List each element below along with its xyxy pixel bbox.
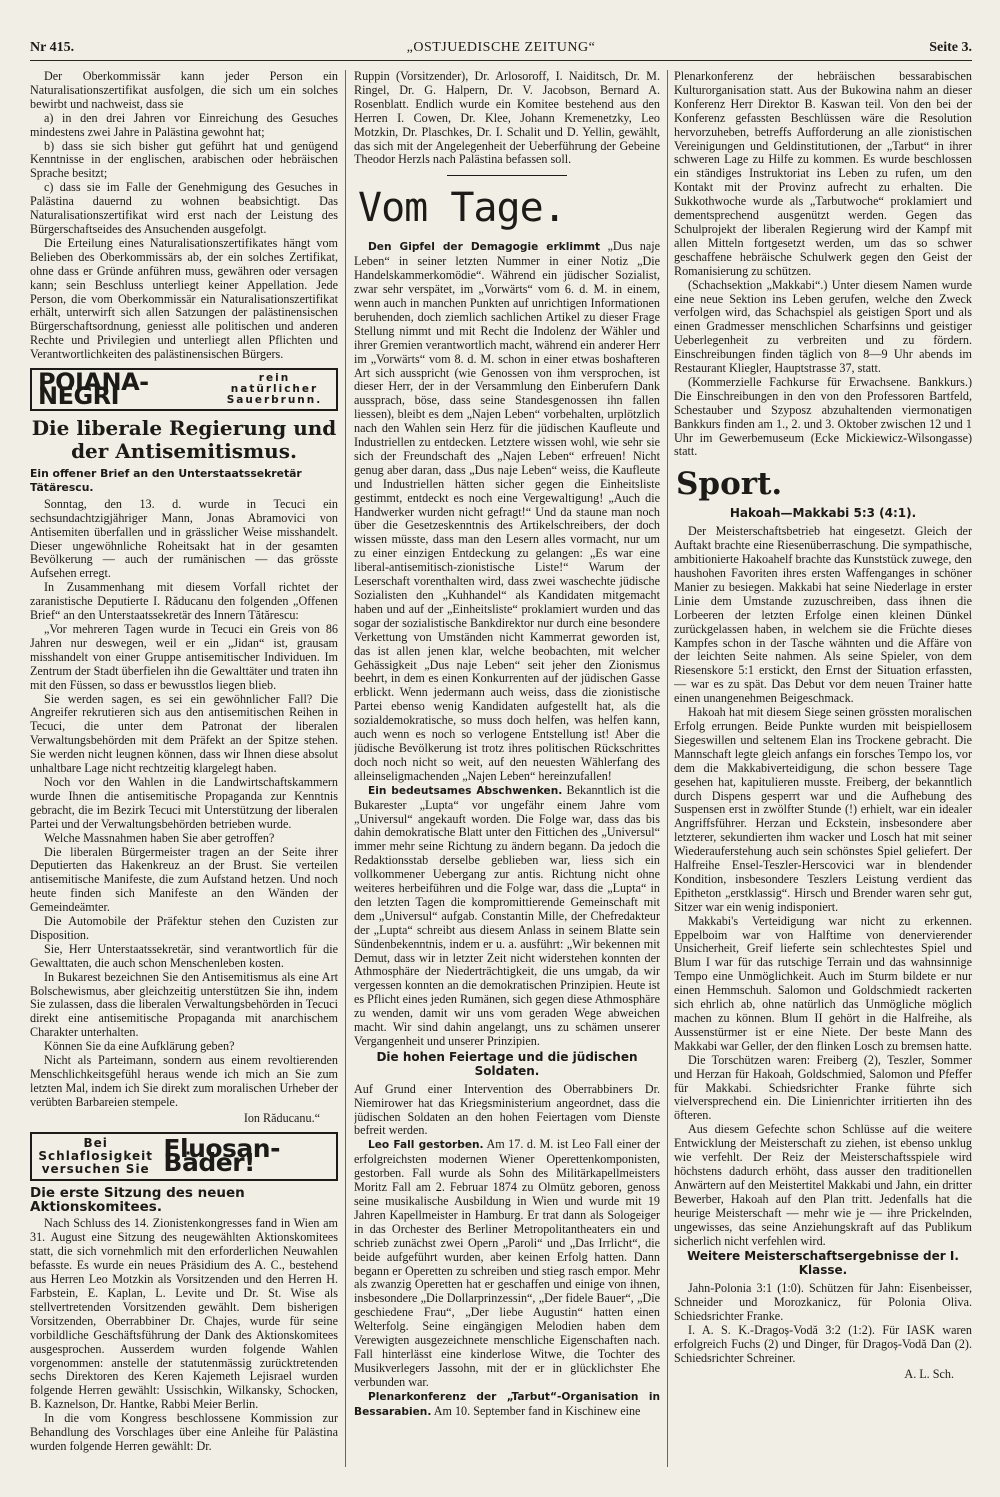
paragraph	[354, 784, 660, 1049]
advertisement-fluosan	[30, 1132, 338, 1181]
paragraph	[354, 240, 660, 783]
paragraph: In Zusammenhang mit diesem Vorfall richtet der zaranistische Deputierte I. Răducanu den folgenden „Offenen Brief“ an den Unterstaatssekretär des Innern Tătărescu:	[30, 580, 338, 623]
paragraph: Nicht als Parteimann, sondern aus einem revoltierenden Menschlichkeitsgefühl heraus wende ich mich an Sie zum letzten Mal, indem ich Sie direkt zum moralischen Urheber der verübten Barbareien stempele.	[30, 1053, 338, 1109]
paragraph: Aus diesem Gefechte schon Schlüsse auf die weitere Entwicklung der Meisterschaft zu ziehen, ist ebenso unklug wie verfehlt. Der Reiz der Meisterschaftsspiele wird höchstens dadurch erhöht, dass ausser den traditionellen Anwärtern auf den Meistertitel Makkabi und Jahn, ein dritter Bewerber, Hakoah auf den Plan tritt. Jedenfalls hat die heurige Meisterschaft — mehr wie je — ihre Prickelnden, ungewisses, das seine Anziehungskraft auf das Publikum sicherlich nicht verfehlen wird.	[674, 1122, 972, 1248]
paragraph: Nach Schluss des 14. Zionistenkongresses fand in Wien am 31. August eine Sitzung des neugewählten Aktionskomitees statt, die sich vornehmlich mit den erforderlichen Neuwahlen befasste. Es wurde ein neues Präsidium des A. C., bestehend aus Herren Leo Motzkin als Vorsitzenden und den Herren H. Farbstein, E. Kaplan, L. Levite und Dr. St. Wise als stellvertretenden Vorsitzenden gewählt. Dem bisherigen Vorsitzenden, Oberrabbiner Dr. Chajes, wurde für seine vorbildliche Geschäftsführung der Dank des Aktionskomitees ausgesprochen. Ausserdem wurden folgende Wahlen vorgenommen: anstelle der statutenmässig zurücktretenden sechs Direktoren des Keren Kajemeth Lejisrael wurden folgende Herren gewählt: Ussischkin, Wilkansky, Schocken, B. Kaznelson, Dr. Hantke, Rabbi Meier Berlin.	[30, 1216, 338, 1412]
column-rule	[345, 70, 346, 1467]
article-headline: Die liberale Regierung und der Antisemitismus.	[31, 416, 337, 464]
lead-in: Ein bedeutsames Abschwenken.	[368, 784, 563, 797]
article-subhead: Ein offener Brief an den Unterstaatssekretär Tätärescu.	[30, 467, 302, 494]
paragraph: Die Torschützen waren: Freiberg (2), Teszler, Sommer und Herzan für Hakoah, Goldschmied, Salomon und Pfeffer für Makkabi. Schiedsrichter Franke führte sich vielversprechend ein. Die Linienrichter irritierten ihn des öfteren.	[674, 1052, 972, 1123]
paragraph: Die liberalen Bürgermeister tragen an der Seite ihrer Deputierten das Hakenkreuz an der Brust. Sie verteilen antisemitische Manifeste, die zum Aufstand hetzen. Und noch heute finden sich Manifeste an den Wänden der Gemeindeämter.	[30, 844, 338, 915]
paragraph: Sie, Herr Unterstaatssekretär, sind verantwortlich für die Gewalttaten, die auch schon Menschenleben kosten.	[30, 941, 338, 970]
ad-tagline-line: Sauerbrunn.	[226, 394, 323, 407]
paragraph: Plenarkonferenz der hebräischen bessarabischen Kulturorganisation statt. Aus der Bukowina nahm an dieser Konferenz Herr Direktor B. Kaswan teil. Von den bei der Konferenz gefassten Beschlüssen wäre die Resolution hervorzuheben, betreffs Aufforderung an alle zionistischen Vereinigungen und Geldinstitutionen, der „Tarbut“ in ihrer schweren Lage zu Hilfe zu kommen. Es wurde beschlossen ein ständiges Instruktoriat ins Leben zu rufen, um den Kontakt mit der Provinz aufrecht zu erhalten. Die Sukkothwoche wurde als „Tarbutwoche“ proklamiert und dementsprechend ausgenützt werden. Gegen das Schulprojekt der liberalen Regierung wird der Kampf mit allen Mitteln fortgesetzt werden, um das so schwer geschaffene hebräische Schulwerk gegen den Geist der Romanisierung zu schützen.	[674, 70, 972, 278]
paragraph: b) dass sie sich bisher gut geführt hat und genügend Kenntnisse in der englischen, arabischen oder hebräischen Sprache besitzt;	[30, 138, 338, 181]
paragraph: Auf Grund einer Intervention des Oberrabbiners Dr. Niemirower hat das Kriegsministerium angeordnet, dass die jüdischen Soldaten an den hohen Feiertagen vom Dienste befreit werden.	[354, 1081, 660, 1138]
ad-brand: POIANA-NEGRI	[38, 367, 149, 410]
paragraph: (Kommerzielle Fachkurse für Erwachsene. Bankkurs.) Die Einschreibungen in den von den Professoren Bartfeld, Schestauber und Szyposz abzuhaltenden viermonatigen Bankkurs finden am 1., 2. und 3. Oktober zwischen 12 und 1 Uhr im Gewerbemuseum (Ecke Mickiewicz-Wilsongasse) statt.	[674, 374, 972, 459]
lead-in: Die hohen Feiertage und die jüdischen Soldaten.	[376, 1049, 638, 1078]
paragraph: Noch vor den Wahlen in die Landwirtschaftskammern wurde Ihnen die antisemitische Propaganda zur Kenntnis gebracht, die im Bezirk Tecuci mit Unterstützung der liberalen Partei und der Verwaltungsbehörden betrieben wurde.	[30, 774, 338, 831]
advertisement-poiana-negri	[30, 368, 338, 411]
column-rule	[667, 70, 668, 1467]
section-title-vom-tage: Vom Tage.	[358, 185, 566, 232]
paragraph	[354, 1390, 660, 1420]
issue-number: Nr 415.	[30, 40, 75, 55]
paragraph: a) in den drei Jahren vor Einreichung des Gesuches mindestens zwei Jahre in Palästina gewohnt hat;	[30, 110, 338, 139]
paragraph: Die Automobile der Präfektur stehen den Cuzisten zur Disposition.	[30, 914, 338, 942]
paragraph: Sonntag, den 13. d. wurde in Tecuci ein sechsundachtzigjähriger Mann, Jonas Abramovici von Antisemiten überfallen und in grässlicher Weise misshandelt. Dieser ungewöhnliche Roheitsakt hat in der gesamten Bevölkerung — auch der rumänischen — das grösste Aufsehen erregt.	[30, 496, 338, 581]
paragraph-text: Am 17. d. M. ist Leo Fall einer der erfolgreichsten modernen Wiener Operettenkomponisten, gestorben. Fall wurde als Sohn des Militärkapellmeisters Moritz Fall am 2. Februar 1874 zu Olmütz geboren, genoss seine musikalische Ausbildung in Wien und wurde mit 19 Jahren Kapellmeister in Hamburg. Er trat dann als Sologeiger in das Orchester des Berliner Metropolitantheaters ein und schrieb zunächst zwei Opern „Paroli“ und „Das Irrlicht“, die beide aufgeführt wurden, aber keinen Erfolg hatten. Dann begann er Operetten zu schreiben und stieg rasch empor. Mehr als zwanzig Operetten hat er geschaffen und einige von ihnen, insbesondere „Die Dollarprinzessin“, „Der fidele Bauer“, „Die geschiedene Frau“, „Der liebe Augustin“ hatten einen Welterfolg. Seine eingängigen Melodien haben dem Verewigten ausgezeichnete menschliche Eigenschaften nach. Fall hinterlässt eine kinderlose Witwe, die Tochter des Musikverlegers Jassohn, mit der er in glücklichster Ehe verbunden war.	[354, 1137, 660, 1389]
paragraph	[354, 1138, 660, 1389]
page-header	[30, 38, 972, 61]
paragraph-text: Am 10. September fand in Kischinew eine	[433, 1403, 641, 1418]
paragraph: Welche Massnahmen haben Sie aber getroffen?	[44, 830, 275, 845]
paragraph: „Vor mehreren Tagen wurde in Tecuci ein Greis von 86 Jahren nur deswegen, weil er ein „Jidan“ ist, grausam misshandelt von einer Gruppe antisemitischer Individuen. Im Zentrum der Stadt überfielen ihn die Gewalttäter und traten ihn mit den Füssen, so dass er bewusstlos liegen blieb.	[30, 622, 338, 692]
paragraph-text: „Dus naje Leben“ in seiner letzten Nummer in einer Notiz „Die Handelskammerkomödie“. Während ein jüdischer Sozialist, zwar sehr verspätet, im „Vorwärts“ vom 6. d. M. in einem, wenn auch in manchen Punkten auf unrichtigen Informationen beruhenden, doch ziemlich sachlichen Artikel zu dieser Frage Stellung nimmt und mit Recht die Indolenz der Wähler und ihrer Gremien verantwortlich macht, während ein anderer Herr im „Vorwärts“ vom 8. d. M. schon in einer etwas boshafteren Art sich ausspricht (wie Genossen von ihm versprochen, ist dieser Herr, der in der Versammlung den Einberufern Dank aussprach, böse, dass seine Standesgenossen ihn fallen liessen), bleibt es dem „Najen Leben“ vorbehalten, urplötzlich nach den Wahlen sein Herz für die jüdischen Kaufleute und Industriellen zu entdecken. Letztere wissen wohl, wie sehr sie sich der Freundschaft des „Najen Leben“ erfreuen! Nicht genug aber daran, dass „Dus naje Leben“ weiss, die Kaufleute und Industriellen hätten sicher gegen die Einheitsliste gestimmt, entdeckt es noch eine Vergewaltigung! „Auch die Handwerker wurden nicht gefragt!“ Und da staune man noch über die Gesetzeskenntnis des Artikelschreibers, der doch wissen müsste, dass man den Lesern alles vormacht, nur um zu einer einzigen Entdeckung zu gelangen: „Es war eine liberal-antisemitisch-zionistische Liste!“ Warum der Leserschaft vorenthalten wird, dass zwei waschechte jüdische Sozialisten den „Kuhhandel“ als Kandidaten mitgemacht haben und auf der „Einheitsliste“ proklamiert wurden und das sogar der sozialistische Bankdirektor nur durch eine besondere Verkettung von Umständen nicht Kammerrat geworden ist, das ist allen jenen klar, welche beobachten, mit welcher Gehässigkeit „Dus naje Leben“ seit jeher den Zionismus beehrt, in dem es einen Konkurrenten auf der jüdischen Gasse erblickt. Wenn jedermann auch weiss, dass die zionistische Partei ebenso wenig Kandidaten aufgestellt hat, als die sozialdemokratische, so muss doch helfen, was helfen kann, auch wenn es noch so verlogene Entstellung ist! Aber die jüdische Bevölkerung ist trotz ihres politischen Rückschrittes doch noch nicht so weit, auf den neuesten Wählerfang des alleinseligmachenden „Najen Leben“ hereinzufallen!	[354, 239, 660, 783]
ad-tagline-line: Bei Schlaflosigkeit	[38, 1135, 153, 1163]
paragraph: Die Erteilung eines Naturalisationszertifikates hängt vom Belieben des Oberkommissärs ab, der ein solches Zertifikat, ohne dass er Gründe anführen muss, gewähren oder versagen kann; sein Beschluss unterliegt keiner Appellation. Jede Person, die vom Oberkommissär ein Naturalisationszertifikat erhält, unterwirft sich allen Satzungen der palästinensischen Bürgerschaftsordnung, geniesst alle politischen und anderen Rechte und Privilegien und unterliegt allen Pflichten und Verantwortlichkeiten des palästinensischen Bürgers.	[30, 235, 338, 362]
paragraph-text: Bekanntlich ist die Bukarester „Lupta“ vor ungefähr einem Jahre vom „Universul“ angekauft worden. Die Folge war, dass das bis dahin demokratische Blatt unter den Fittichen des „Universul“ immer mehr seine Richtung zu ändern begann. Da jedoch die Redaktionsstab derselbe geblieben war, liess sich ein vollkommener Uebergang zur antis. Richtung nicht ohne weiteres herbeiführen und die Folge war, dass die „Lupta“ in den letzten Tagen die kompromittierende Gemeinschaft mit dem „Universul“ aufgab. Constantin Mille, der Chefredakteur der „Lupta“ schreibt aus diesem Anlass in seinem Blatte sein Sündenbekenntnis, indem er u. a. ausführt: „Wir bekennen mit Demut, dass wir in letzter Zeit nicht widerstehen konnten der Athmosphäre der Niederträchtigkeit, die uns umgab, da wir vergessen konnten an die demokratischen Prinzipien. Heute ist es Pflicht eines jeden Rumänen, sich gegen diese Athmosphäre zu wenden, damit wir uns vom geraden Wege abweichen macht. Wir sind dahin angelangt, uns zu schämen unserer Vergangenheit und unserer Prinzipien.	[354, 782, 660, 1048]
paragraph: c) dass sie im Falle der Genehmigung des Gesuches in Palästina dauernd zu wohnen beabsichtigt. Das Naturalisationszertifikat wird erst nach der Leistung des Bürgerschaftseides des Ansuchenden ausgefolgt.	[30, 180, 338, 236]
lead-in: Den Gipfel der Demagogie erklimmt	[368, 241, 601, 254]
ad-tagline	[38, 1137, 153, 1176]
ad-tagline-line: versuchen Sie	[41, 1161, 150, 1176]
divider	[447, 175, 567, 176]
column-2	[354, 70, 660, 1467]
paragraph: Sie werden sagen, es sei ein gewöhnlicher Fall? Die Angreifer rekrutieren sich aus den antisemitischen Reihen in Tecuci, die unter dem Patronat der liberalen Verwaltungsbehörden mit dem Präfekt an der Spitze stehen. Sie werden nicht leugnen können, dass wir Ihnen diese absolut unhaltbare Lage nicht rechtzeitig klargelegt haben.	[30, 691, 338, 776]
paragraph: In Bukarest bezeichnen Sie den Antisemitismus als eine Art Bolschewismus, aber gleichzeitig unterstützen Sie ihn, indem Sie zulassen, dass die liberalen Verwaltungsbehörden in Tecuci direkt eine antisemitische Propaganda mit anarchischem Charakter unterhalten.	[30, 969, 338, 1040]
section-title: Die erste Sitzung des neuen Aktionskomitees.	[30, 1184, 245, 1215]
paragraph: Jahn-Polonia 3:1 (1:0). Schützen für Jahn: Eisenbeisser, Schneider und Morozkanicz, für Polonia Oliva. Schiedsrichter Franke.	[674, 1281, 972, 1324]
paragraph: I. A. S. K.-Dragoș-Vodă 3:2 (1:2). Für IASK waren erfolgreich Fuchs (2) und Dinger, für Dragoș-Vodă Dan (2). Schiedsrichter Schreiner.	[674, 1322, 972, 1365]
match-result: Hakoah—Makkabi 5:3 (4:1).	[729, 506, 917, 521]
ad-brand: Fluosan-Bäder!	[163, 1134, 280, 1178]
ad-tagline	[219, 373, 330, 406]
paragraph: Makkabi's Verteidigung war nicht zu erkennen. Eppelboim war von Halftime von denervierender Unsicherheit, Greif lieferte sein schlechtestes Spiel und Blum I war für das rutschige Terrain und das wahnsinnige Tempo eine Unmöglichkeit. Auch im Sturm bildete er nur einen Hemmschuh. Salomon und Goldschmiedt rackerten sich ehrlich ab, ohne natürlich das Unmögliche möglich machen zu können. Blum II gehört in die Halfreihe, als Aussenstürmer ist er eine Niete. Der beste Mann des Makkabi war Geller, der den flinken Losch zu bremsen hatte.	[674, 913, 972, 1053]
lead-in: Leo Fall gestorben.	[368, 1139, 484, 1152]
paragraph: Können Sie da eine Aufklärung geben?	[44, 1039, 235, 1054]
signature: A. L. Sch.	[904, 1366, 954, 1381]
paragraph: Der Oberkommissär kann jeder Person ein Naturalisationszertifikat ausfolgen, die sich um ein solches bewirbt und nachweist, dass sie	[30, 70, 338, 111]
column-1	[30, 70, 338, 1467]
paragraph: Ruppin (Vorsitzender), Dr. Arlosoroff, I. Naiditsch, Dr. M. Ringel, Dr. G. Halpern, Dr. V. Jacobson, Bernard A. Rosenblatt. Endlich wurde ein Komitee bestehend aus den Herren I. Cowen, Dr. Klee, Johann Kremenetzky, Leo Motzkin, Dr. Plaschkes, Dr. I. Schalit und D. Yellin, gewählt, das sich mit der Angelegenheit der Ueberführung der Gebeine Theodor Herzls nach Palästina befassen soll.	[354, 70, 660, 167]
lead-in: Plenarkonferenz der „Tarbut“-Organisation in Bessarabien.	[354, 1390, 660, 1418]
subsection-title: Weitere Meisterschaftsergebnisse der I. Klasse.	[687, 1249, 959, 1278]
paragraph: In die vom Kongress beschlossene Kommission zur Behandlung des Vorschlages über eine Anleihe für Palästina wurden folgende Herren gewählt: Dr.	[30, 1411, 338, 1453]
column-3	[674, 70, 972, 1467]
page-number: Seite 3.	[929, 40, 972, 55]
ad-tagline-line: rein natürlicher	[230, 372, 319, 396]
paragraph: Hakoah hat mit diesem Siege seinen grössten moralischen Erfolg errungen. Beide Punkte wurden mit beispiellosem Siegeswillen und seltenem Elan ins Trockene gebracht. Die Mannschaft legte gleich anfangs ein forsches Tempo los, vor dem die Makkabiverteidigung, die schon bessere Tage gesehen hat, kapitulieren musste. Freiberg, der bekanntlich durch Dispens gesperrt war und die Aufhebung des Suspensen erst in zwölfter Stunde (!) erhielt, war ein idealer Angriffsführer. Herzan und Eckstein, insbesondere aber letzterer, sekundierten ihm wacker und Losch hat mit seiner Wiederauferstehung auch sein schönstes Spiel geliefert. Der Halfreihe Ensel-Teszler-Herscovici war in blendender Kondition, insbesondere Teszlers Leistung verdient das Epitheton „erstklassig“. Hirsch und Brender waren sehr gut, Sitzer war ein wenig indisponiert.	[674, 705, 972, 914]
paragraph: Der Meisterschaftsbetrieb hat eingesetzt. Gleich der Auftakt brachte eine Riesenüberraschung. Die sympathische, ambitionierte Hakoahelf brachte das Kunststück zuwege, den haushohen Favoriten ihres ersten Waffenganges in schöner Manier zu besiegen. Makkabi hat seine Niederlage in erster Linie dem Umstande zuzuschreiben, dass ihnen die Lorbeeren der letzten Erfolge einen kleinen Dünkel zurückgelassen haben, in welchem sie die Früchte dieses Kampfes schon in der Tasche wähnten und die Affäre von der leichten Seite nahmen. Als seine Spieler, von dem Riesenskore 5:1 erstickt, den Ernst der Situation erfassten, — war es zu spät. Das Debut vor dem neuen Trainer hatte einen unangenehmen Beigeschmack.	[674, 524, 972, 706]
section-title-sport: Sport.	[676, 466, 783, 503]
newspaper-title: „OSTJUEDISCHE ZEITUNG“	[406, 40, 596, 55]
signature: Ion Răducanu.“	[243, 1110, 320, 1125]
paragraph: (Schachsektion „Makkabi“.) Unter diesem Namen wurde eine neue Sektion ins Leben gerufen, welche den Zweck verfolgen wird, das Schachspiel als geistigen Sport und als einen Gradmesser menschlichen Scharfsinns und geistiger Ueberlegenheit zu verbreiten und zu fördern. Einschreibungen finden täglich von 8—9 Uhr abends im Restaurant Kliegler, Hauptstrasse 37, statt.	[674, 277, 972, 376]
